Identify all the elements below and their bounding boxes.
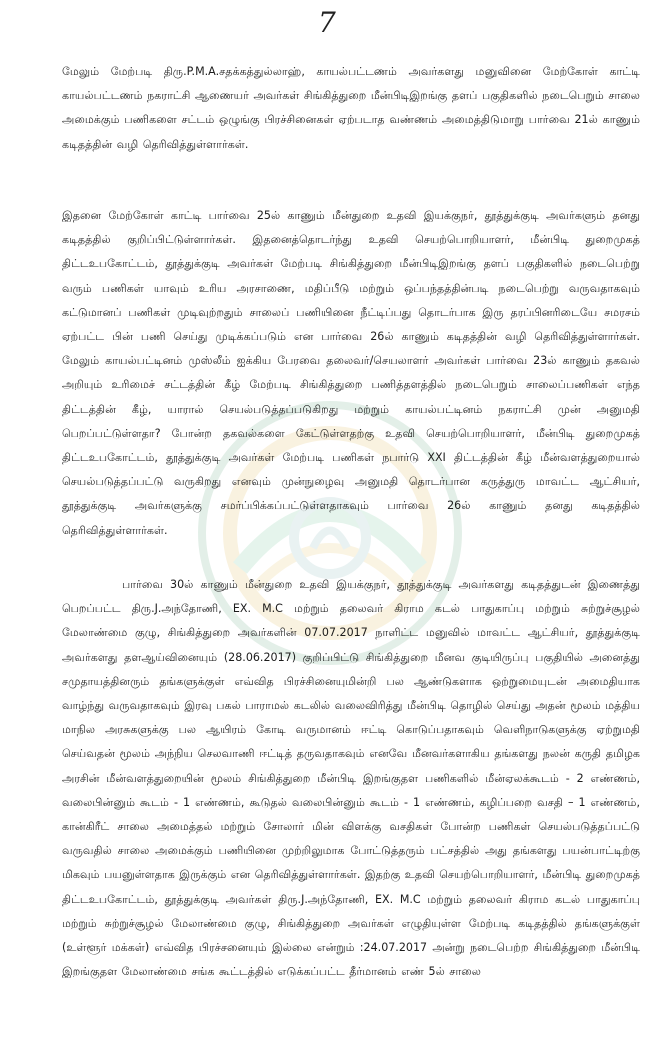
- paragraph: பார்வை 30ல் காணும் மீன்துறை உதவி இயக்குநர், தூத்துக்குடி அவர்களது கடிதத்துடன் இணைத்து பெறப்பட்ட திரு.J.அந்தோணி, EX. M.C மற்றும் தலைவர் கிராம கடல் பாதுகாப்பு மற்றும் சுற்றுச்சூழல் மேலாண்மை குழு, சிங்கித்துறை அவர்களின் 07.07.2017 நாளிட்ட மனுவில் மாவட்ட ஆட்சியர், தூத்துக்குடி அவர்களது தளஆய்வினையும் (28.06.2017) குறிப்பிட்டு சிங்கித்துறை மீனவ குடியிருப்பு பகுதியில் அனைத்து சமுதாயத்தினரும் தங்களுக்குள் எவ்வித பிரச்சினையுமின்றி பல ஆண்டுகளாக ஒற்றுமையுடன் அமைதியாக வாழ்ந்து வருவதாகவும் இரவு பகல் பாராமல் கடலில் வலைவிரித்து மீன்பிடி தொழில் செய்து அதன் மூலம் மத்திய மாநில அரசுகளுக்கு பல ஆயிரம் கோடி வருமானம் ஈட்டி கொடுப்பதாகவும் வெளிநாடுகளுக்கு ஏற்றுமதி செய்வதன் மூலம் அந்நிய செலவாணி ஈட்டித் தருவதாகவும் எனவே மீனவர்களாகிய தங்களது நலன் கருதி தமிழக அரசின் மீன்வளத்துறையின் மூலம் சிங்கித்துறை மீன்பிடி இறங்குதள பணிகளில் மீன்ஏலக்கூடம் - 2 எண்ணம், வலைபின்னும் கூடம் - 1 எண்ணம், கூடுதல் வலைபின்னும் கூடம் - 1 எண்ணம், கழிப்பறை வசதி – 1 எண்ணம், கான்கிரீட் சாலை அமைத்தல் மற்றும் சோலார் மின் விளக்கு வசதிகள் போன்ற பணிகள் செயல்படுத்தப்பட்டு வருவதில் சாலை அமைக்கும் பணியினை முற்றிலுமாக போட்டுத்தரும் பட்சத்தில் அது தங்களது பயன்பாட்டிற்கு மிகவும் பயனுள்ளதாக இருக்கும் என தெரிவித்துள்ளார்கள். இதற்கு உதவி செயற்பொறியாளர், மீன்பிடி துறைமுகத் திட்டஉபகோட்டம், தூத்துக்குடி அவர்கள் திரு.J.அந்தோணி, EX. M.C மற்றும் தலைவர் கிராம கடல் பாதுகாப்பு மற்றும் சுற்றுச்சூழல் மேலாண்மை குழு, சிங்கித்துறை அவர்கள் எழுதியுள்ள மேற்படி கடிதத்தில் தங்களுக்குள் (உள்ளூர் மக்கள்) எவ்வித பிரச்சனையும் இல்லை என்றும் :24.07.2017 அன்று நடைபெற்ற சிங்கித்துறை மீன்பிடி இறங்குதள மேலாண்மை சங்க கூட்டத்தில் எடுக்கப்பட்ட தீர்மானம் எண் 5ல் சாலை: [62, 578, 640, 979]
- paragraph: இதனை மேற்கோள் காட்டி பார்வை 25ல் காணும் மீன்துறை உதவி இயக்குநர், தூத்துக்குடி அவர்களும் தனது கடிதத்தில் குறிப்பிட்டுள்ளார்கள். இதனைத்தொடர்ந்து உதவி செயற்பொறியாளர், மீன்பிடி துறைமுகத் திட்டஉபகோட்டம், தூத்துக்குடி அவர்கள் மேற்படி சிங்கித்துறை மீன்பிடிஇறங்கு தளப் பகுதிகளில் நடைபெற்று வரும் பணிகள் யாவும் உரிய அரசாணை, மதிப்பீடு மற்றும் ஒப்பந்தத்தின்படி நடைபெற்று வருவதாகவும் கட்டுமானப் பணிகள் முடிவுற்றதும் சாலைப் பணியினை நீட்டிப்பது தொடர்பாக இரு தரப்பினரிடையே சமரசம் ஏற்பட்ட பின் பணி செய்து முடிக்கப்படும் என பார்வை 26ல் காணும் கடிதத்தின் வழி தெரிவித்துள்ளார்கள். மேலும் காயல்பட்டினம் முஸ்லீம் ஐக்கிய பேரவை தலைவர்/செயலாளர் அவர்கள் பார்வை 23ல் காணும் தகவல் அறியும் உரிமைச் சட்டத்தின் கீழ் மேற்படி சிங்கித்துறை பணித்தளத்தில் நடைபெறும் சாலைப்பணிகள் எந்த திட்டத்தின் கீழ், யாரால் செயல்படுத்தப்படுகிறது மற்றும் காயல்பட்டினம் நகராட்சி முன் அனுமதி பெறப்பட்டுள்ளதா? போன்ற தகவல்களை கேட்டுள்ளதற்கு உதவி செயற்பொறியாளர், மீன்பிடி துறைமுகத் திட்டஉபகோட்டம், தூத்துக்குடி அவர்கள் மேற்படி பணிகள் நபார்டு XXI திட்டத்தின் கீழ் மீன்வளத்துறையால் செயல்படுத்தப்பட்டு வருகிறது எனவும் முன்நுழைவு அனுமதி தொடர்பான கருத்துரு மாவட்ட ஆட்சியர், தூத்துக்குடி அவர்களுக்கு சமர்ப்பிக்கப்பட்டுள்ளதாகவும் பார்வை 26ல் காணும் தனது கடிதத்தில் தெரிவித்துள்ளார்கள்.: [62, 209, 640, 537]
- paragraph: மேலும் மேற்படி திரு.P.M.A.சதக்கத்துல்லாஹ், காயல்பட்டணம் அவர்களது மனுவினை மேற்கோள் காட்டி காயல்பட்டணம் நகராட்சி ஆணையர் அவர்கள் சிங்கித்துறை மீன்பிடிஇறங்கு தளப் பகுதிகளில் நடைபெறும் சாலை அமைக்கும் பணிகளை சட்டம் ஒழுங்கு பிரச்சினைகள் ஏற்படாத வண்ணம் அமைத்திடுமாறு பார்வை 21ல் காணும் கடிதத்தின் வழி தெரிவித்துள்ளார்கள்.: [62, 65, 640, 151]
- page-number: 7: [318, 6, 336, 39]
